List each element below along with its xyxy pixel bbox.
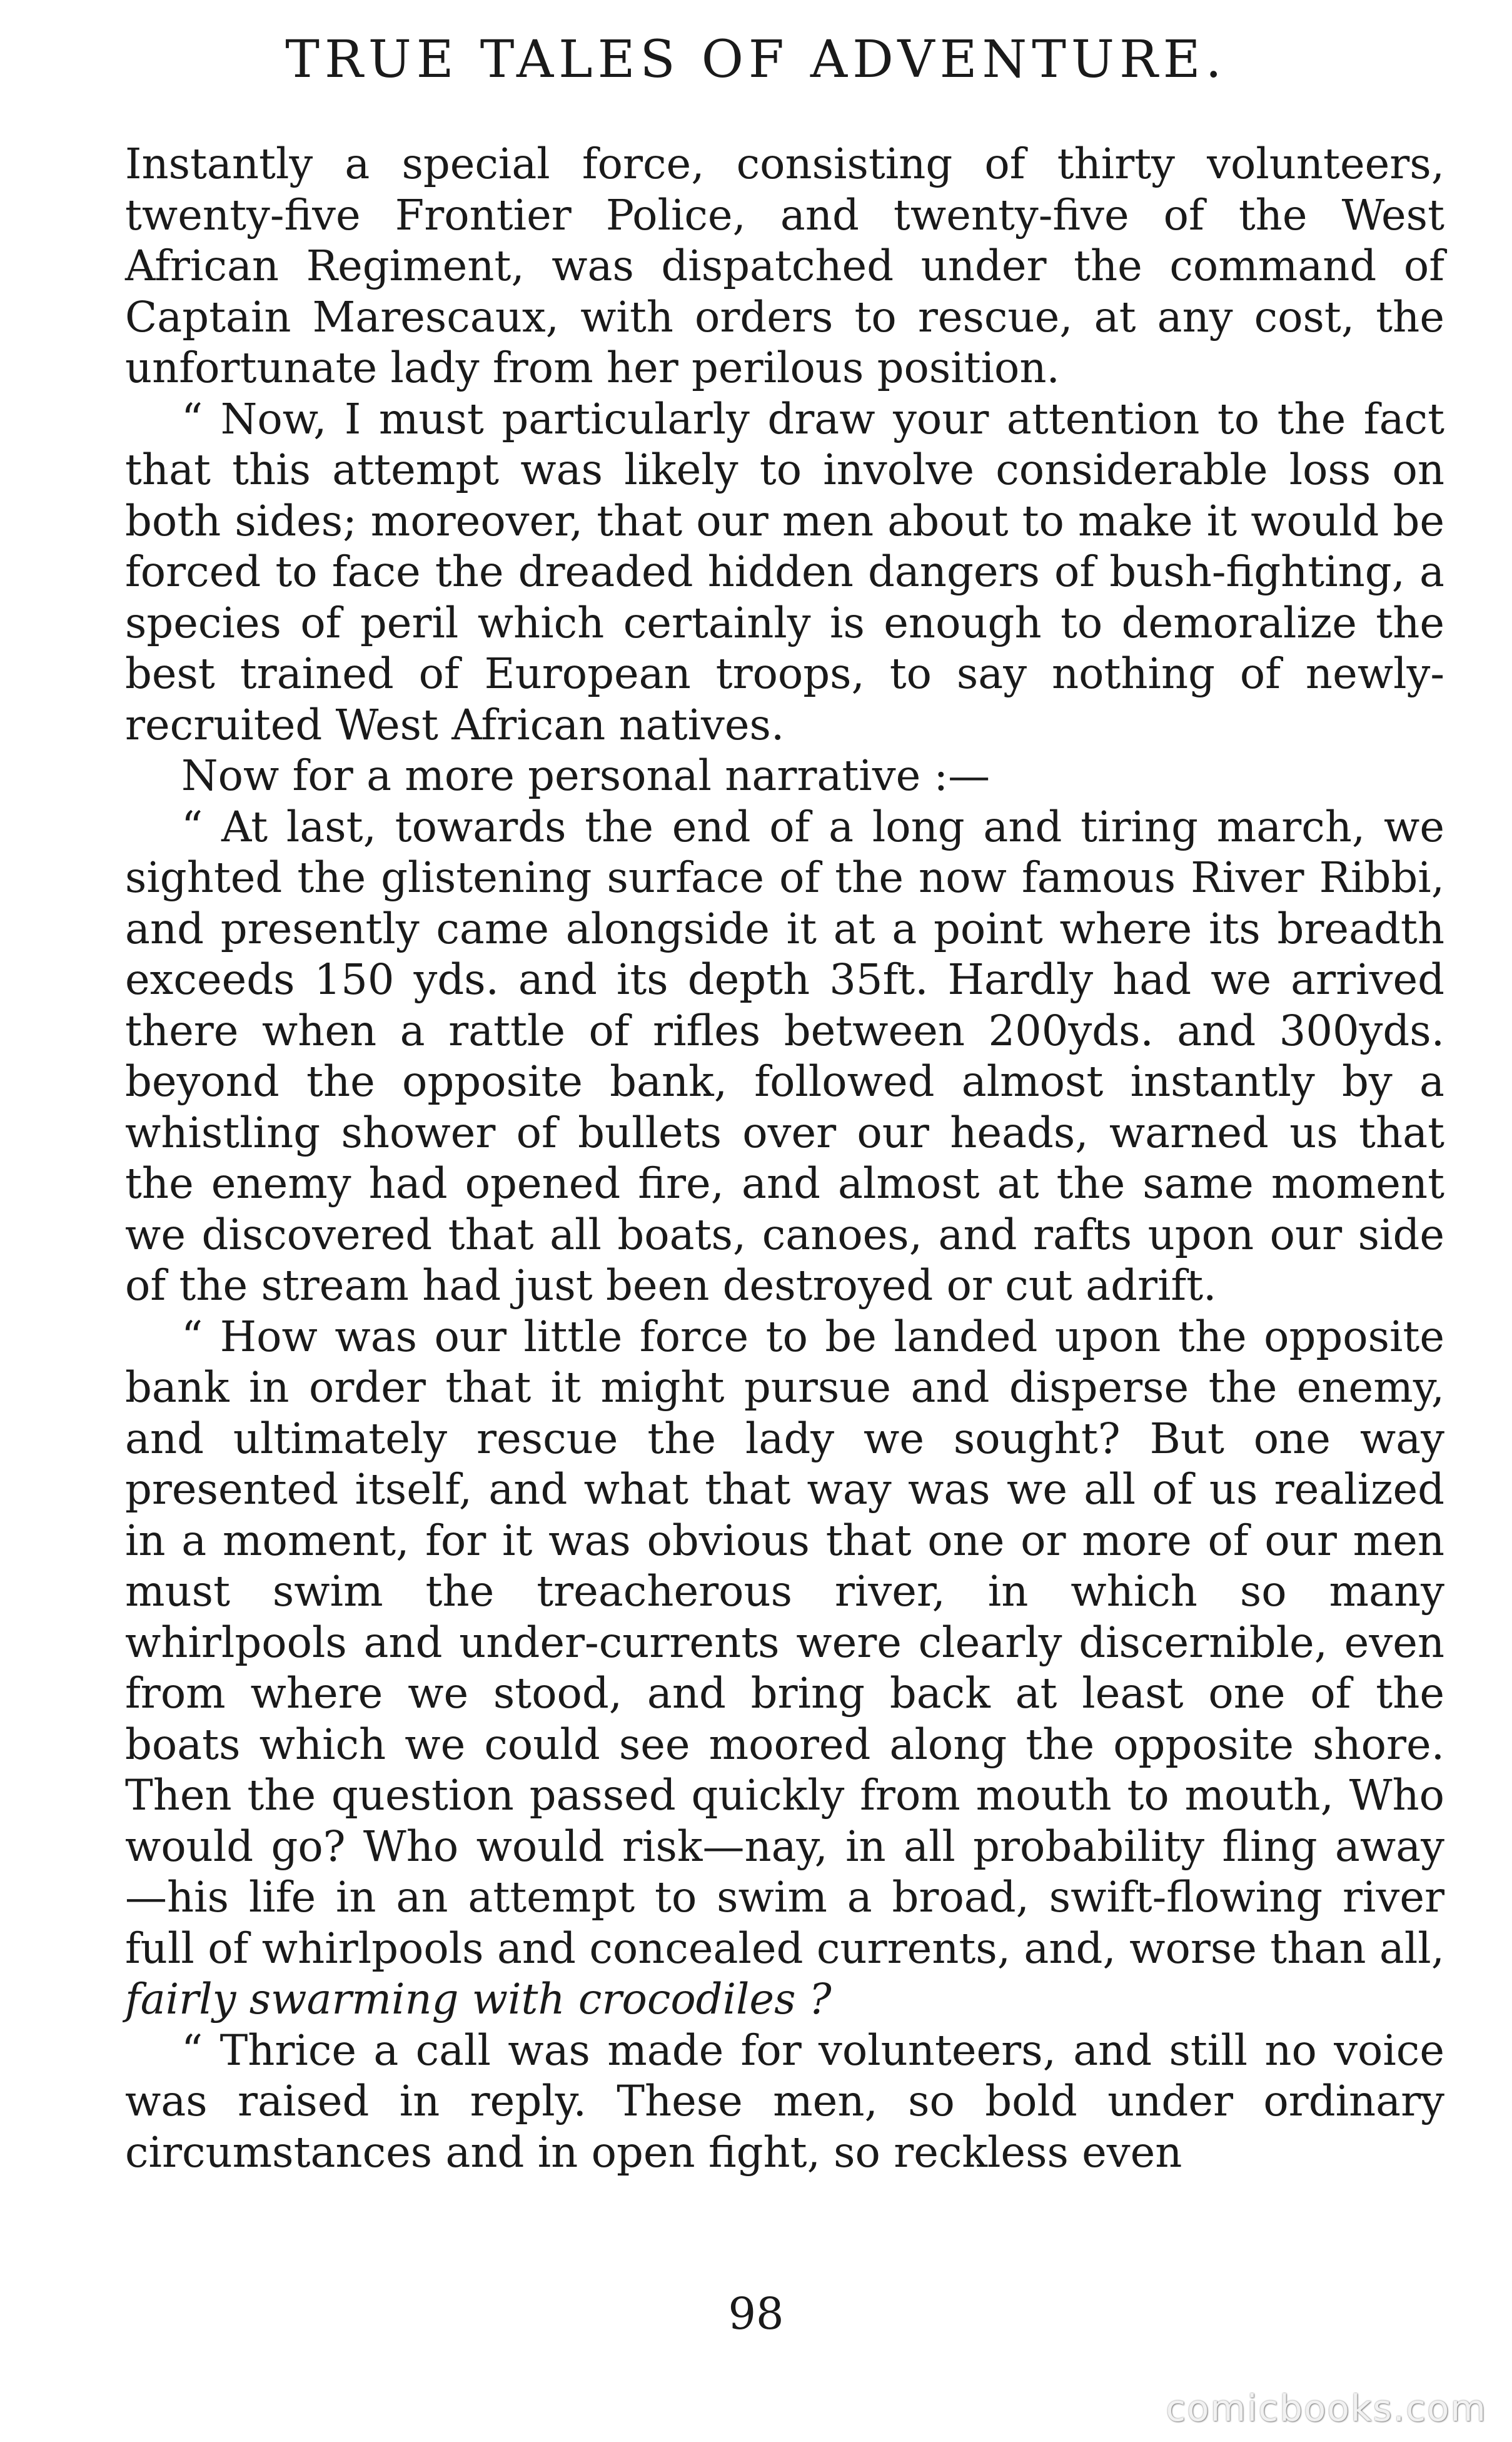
paragraph-5-text: “ How was our little force to be landed upon the opposite bank in order that it might pursue and disperse the enemy, and ultimately rescue the lady we sought? But one way presented itself, and what that way was we all of us realized in a moment, for it was obvious that one or more of our men must swim the treacherous river, in which so many whirlpools and under-currents were clearly discernible, even from where we stood, and bring back at least one of the boats which we could see moored along the opposite shore. Then the question passed quickly from mouth to mouth, Who would go? Who would risk—nay, in all probability fling away—his life in an attempt to swim a broad, swift-flowing river full of whirlpools and concealed currents, and, worse than all, [125,1312,1444,1973]
paragraph-5 [125,1312,1444,2025]
body-text [125,139,1444,2178]
running-title: TRUE TALES OF ADVENTURE. [285,30,1227,89]
paragraph-1: Instantly a special force, consisting of thirty volunteers, twenty-five Frontier Police, and twenty-five of the West African Regiment, was dispatched under the command of Captain Marescaux, with orders to rescue, at any cost, the unfortunate lady from her perilous position. [125,139,1444,392]
paragraph-3: Now for a more personal narrative :— [181,751,990,800]
paragraph-5-emphasis: fairly swarming with crocodiles ? [125,1975,832,2024]
paragraph-2: “ Now, I must particularly draw your attention to the fact that this attempt was likely to involve considerable loss on both sides; moreover, that our men about to make it would be forced to face the dreaded hidden dangers of bush-fighting, a species of peril which certainly is enough to demoralize the best trained of European troops, to say nothing of newly-recruited West African natives. [125,394,1444,749]
paragraph-4: “ At last, towards the end of a long and tiring march, we sighted the glistening surface of the now famous River Ribbi, and presently came alongside it at a point where its breadth exceeds 150 yds. and its depth 35ft. Hardly had we arrived there when a rattle of rifles between 200yds. and 300yds. beyond the opposite bank, followed almost instantly by a whistling shower of bullets over our heads, warned us that the enemy had opened fire, and almost at the same moment we discovered that all boats, canoes, and rafts upon our side of the stream had just been destroyed or cut adrift. [125,802,1444,1310]
watermark: comicbooks.com [1166,2387,1487,2429]
paragraph-6: “ Thrice a call was made for volunteers, and still no voice was raised in reply. These men, so bold under ordinary circumstances and in open fight, so reckless even [125,2025,1444,2177]
page-number: 98 [728,2288,784,2339]
